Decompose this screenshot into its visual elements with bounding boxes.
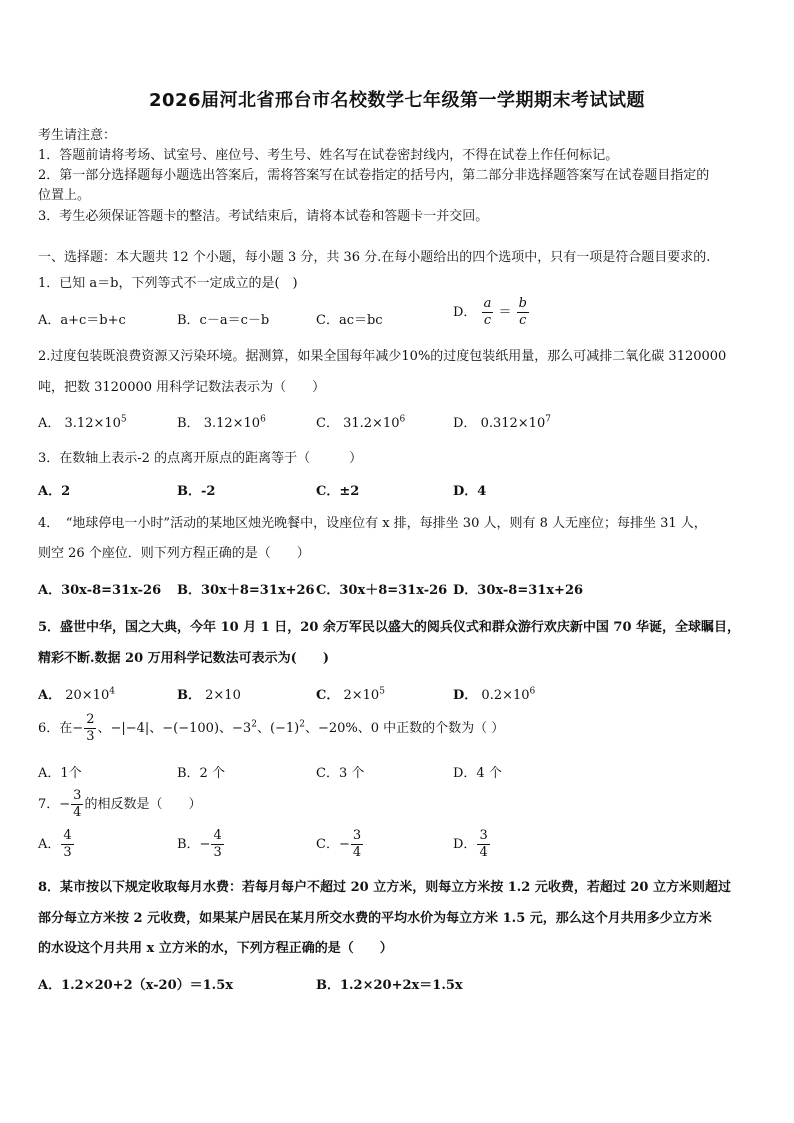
q1-d-fraction-a: [482, 296, 494, 329]
q2-option-c: [316, 412, 405, 431]
q2-option-d: [453, 412, 551, 431]
q1-d-equals: ＝: [498, 305, 512, 320]
q2-d-value: 0.312×10: [480, 416, 546, 431]
q6-frac-num: 2: [86, 712, 95, 727]
q2-option-a: [38, 412, 127, 431]
q5-option-d: [453, 684, 535, 703]
notice-item-2: 2．第一部分选择题每小题选出答案后，需将答案写在试卷指定的括号内，第二部分非选择题答案写在试卷题目指定的: [38, 168, 710, 183]
q1-option-b: B．c－a＝c－b: [177, 313, 270, 328]
q6-fraction: [84, 712, 96, 745]
q4-option-b: B．30x＋8=31x+26: [177, 583, 315, 598]
q5-b-value: 2×10: [205, 688, 241, 703]
q5-d-value: 0.2×10: [481, 688, 530, 703]
q1-d-den-b: c: [519, 313, 527, 328]
q7-b-label: B．−: [177, 837, 211, 852]
q8-option-b: B．1.2×20+2x＝1.5x: [316, 978, 463, 993]
q8-stem-1: 8．某市按以下规定收取每月水费：若每月每户不超过 20 立方米，则每立方米按 1.2 元收费，若超过 20 立方米则超过: [38, 880, 731, 895]
q5-a-value: 20×10: [65, 688, 110, 703]
q7-b-den: 3: [213, 845, 222, 860]
q6-option-c: C．3 个: [316, 766, 365, 781]
q5-c-label: C．: [316, 688, 340, 703]
q5-option-b: [177, 684, 241, 703]
q7-a-label: A．: [38, 837, 61, 852]
q7-fraction: [71, 788, 83, 821]
q7-frac-den: 4: [73, 805, 82, 820]
q6-frac-den: 3: [86, 729, 95, 744]
q1-option-c: C．ac＝bc: [316, 313, 383, 328]
section-heading: 一、选择题：本大题共 12 个小题，每小题 3 分，共 36 分.在每小题给出的四个选项中，只有一项是符合题目要求的.: [38, 250, 711, 265]
q3-option-c: C．±2: [316, 484, 360, 499]
q4-option-c: C．30x＋8=31x-26: [316, 583, 448, 598]
q2-b-exp: 6: [260, 414, 266, 425]
q3-option-d: D．4: [453, 484, 487, 499]
q2-option-b: [177, 412, 266, 431]
q3-stem: 3．在数轴上表示-2 的点离开原点的距离等于（ ）: [38, 451, 363, 466]
q7-d-fraction: [477, 828, 489, 861]
q6-option-b: B．2 个: [177, 766, 225, 781]
q1-d-num-b: b: [518, 296, 527, 311]
q2-a-label: A．: [38, 416, 61, 431]
q5-option-a: [38, 684, 115, 703]
q7-d-den: 4: [479, 845, 488, 860]
q7-d-num: 3: [479, 828, 488, 843]
q2-d-label: D．: [453, 416, 477, 431]
q1-option-a: A．a+c＝b+c: [38, 313, 126, 328]
q7-c-fraction: [351, 828, 363, 861]
q4-option-a: A．30x-8=31x-26: [38, 583, 162, 598]
q2-stem-2: 吨，把数 3120000 用科学记数法表示为（ ）: [38, 380, 326, 395]
q4-option-d: D．30x-8=31x+26: [453, 583, 584, 598]
q2-b-value: 3.12×10: [203, 416, 261, 431]
q6-exp-2: 2: [299, 719, 305, 730]
q6-option-d: D．4 个: [453, 766, 502, 781]
notice-item-3: 3．考生必须保证答题卡的整洁。考试结束后，请将本试卷和答题卡一并交回。: [38, 209, 489, 224]
q5-stem-2: 精彩不断.数据 20 万用科学记数法可表示为( ): [38, 651, 329, 666]
q7-a-fraction: [61, 828, 73, 861]
q7-option-b: [177, 828, 225, 861]
q8-option-a: A．1.2×20+2（x-20）＝1.5x: [38, 978, 234, 993]
q8-stem-3: 的水设这个月共用 x 立方米的水，下列方程正确的是（ ）: [38, 941, 393, 956]
q5-d-exp: 6: [529, 686, 536, 697]
q1-d-den-a: c: [483, 313, 492, 328]
q1-option-d: [453, 296, 530, 329]
q2-c-value: 31.2×10: [343, 416, 400, 431]
q5-option-c: [316, 684, 385, 703]
q1-stem: 1．已知 a＝b，下列等式不一定成立的是( ): [38, 276, 298, 291]
q7-c-label: C．−: [316, 837, 350, 852]
q7-b-num: 4: [213, 828, 222, 843]
q7-option-c: [316, 828, 364, 861]
q6-terms-3: 、−20%、0 中正数的个数为（ ）: [304, 721, 505, 736]
q5-a-exp: 4: [109, 686, 115, 697]
q5-b-label: B．: [177, 688, 201, 703]
q1-option-d-label: D．: [453, 305, 477, 320]
q2-c-label: C．: [316, 416, 339, 431]
q7-a-den: 3: [63, 845, 72, 860]
q2-c-exp: 6: [399, 414, 406, 425]
q7-b-fraction: [211, 828, 223, 861]
page-title: 2026届河北省邢台市名校数学七年级第一学期期末考试试题: [148, 90, 646, 111]
q7-d-label: D．: [453, 837, 477, 852]
q6-neg-sign: −: [72, 721, 84, 736]
q2-d-exp: 7: [545, 414, 551, 425]
q5-c-exp: 5: [379, 686, 385, 697]
q5-a-label: A．: [38, 688, 62, 703]
q5-d-label: D．: [453, 688, 478, 703]
q6-prefix: 6．在: [38, 721, 73, 736]
q6-stem: [38, 712, 504, 745]
q7-stem: [38, 788, 201, 821]
notice-item-1: 1．答题前请将考场、试室号、座位号、考生号、姓名写在试卷密封线内，不得在试卷上作任何标记。: [38, 148, 619, 163]
q7-a-num: 4: [63, 828, 72, 843]
q1-d-num-a: a: [483, 296, 492, 311]
q5-c-value: 2×10: [343, 688, 380, 703]
notice-heading: 考生请注意：: [38, 128, 117, 143]
q3-option-b: B．-2: [177, 484, 216, 499]
q2-a-value: 3.12×10: [64, 416, 121, 431]
q5-stem-1: 5．盛世中华，国之大典，今年 10 月 1 日，20 余万军民以盛大的阅兵仪式和群众游行欢庆新中国 70 华诞，全球瞩目，: [38, 620, 741, 635]
q6-exp-1: 2: [251, 719, 257, 730]
q7-frac-num: 3: [73, 788, 82, 803]
q4-stem-1: 4． “地球停电一小时”活动的某地区烛光晚餐中，设座位有 x 排，每排坐 30 人，则有 8 人无座位；每排坐 31 人，: [38, 516, 707, 531]
notice-item-2-cont: 位置上。: [38, 188, 91, 203]
q7-c-den: 4: [352, 845, 362, 860]
q6-terms: 、−|−4|、−(−100)、−3: [97, 721, 252, 736]
q2-a-exp: 5: [120, 414, 127, 425]
q7-option-a: [38, 828, 75, 861]
q7-option-d: [453, 828, 491, 861]
q2-stem-1: 2.过度包装既浪费资源又污染环境。据测算，如果全国每年减少10%的过度包装纸用量，那么可减排二氧化碳 3120000: [38, 349, 727, 364]
q4-stem-2: 则空 26 个座位．则下列方程正确的是（ ）: [38, 546, 310, 561]
q6-terms-2: 、(−1): [256, 721, 300, 736]
q8-stem-2: 部分每立方米按 2 元收费，如果某户居民在某月所交水费的平均水价为每立方米 1.5 元，那么这个月共用多少立方米: [38, 911, 712, 926]
q2-b-label: B．: [177, 416, 200, 431]
q7-prefix: 7．−: [38, 797, 71, 812]
q1-d-fraction-b: [517, 296, 529, 329]
q7-c-num: 3: [352, 828, 362, 843]
q7-suffix: 的相反数是（ ）: [84, 797, 202, 812]
q6-option-a: A．1个: [38, 766, 82, 781]
q3-option-a: A．2: [38, 484, 71, 499]
